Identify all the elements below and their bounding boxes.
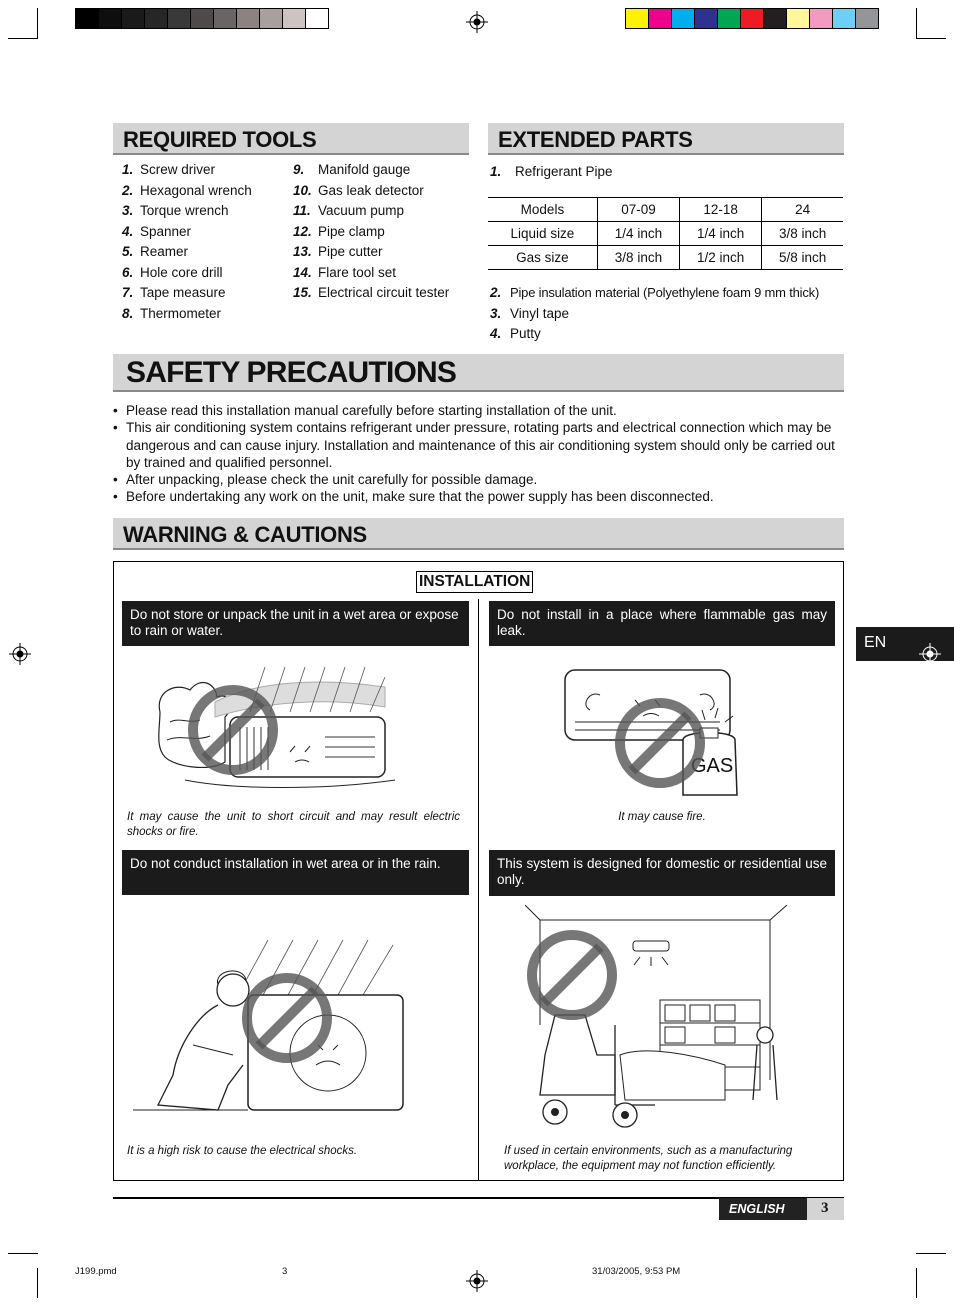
list-item: • Please read this installation manual carefully before starting installation of the unit. [113,402,845,419]
color-swatch [694,8,718,29]
safety-header [113,354,844,392]
color-swatch [625,8,649,29]
table-row: Liquid size 1/4 inch 1/4 inch 3/8 inch [488,222,843,246]
list-item: 4. Spanner [122,223,192,239]
list-item: 8. Thermometer [122,305,222,321]
color-swatch [740,8,764,29]
color-swatch [786,8,810,29]
warning-box: Do not store or unpack the unit in a wet area or expose to rain or water. [122,601,469,646]
gas-label: GAS [691,755,734,777]
extended-items [490,283,819,345]
required-tools-header [113,123,469,155]
required-tools-title: REQUIRED TOOLS [123,127,317,152]
column-divider [478,599,479,1181]
color-swatch [190,8,214,29]
list-item: 9. Manifold gauge [293,162,411,177]
warnings-title: WARNING & CAUTIONS [123,522,367,547]
color-swatch [809,8,833,29]
list-item: 7. Tape measure [122,285,226,300]
prohibition-icon [610,693,710,793]
extended-item-1: 1. Refrigerant Pipe [490,164,613,179]
caption: It may cause fire. [618,811,706,823]
safety-bullets [113,402,845,506]
color-swatch [213,8,237,29]
tools-list-right [293,160,449,304]
color-swatch [832,8,856,29]
prohibition-icon [522,925,622,1025]
list-item: 13. Pipe cutter [293,244,383,259]
list-item: 12. Pipe clamp [293,223,385,239]
list-item: 3. Vinyl tape [490,305,570,321]
list-item: • This air conditioning system contains refrigerant under pressure, rotating parts and electrical connection which may be dangerous and can cause injury. Installation and maintenance of this air conditioning system should only be carried out by trained and qualified personnel. [113,419,845,471]
registration-mark-icon [9,643,31,665]
prohibition-icon [183,680,283,780]
color-swatch [75,8,99,29]
color-swatch [167,8,191,29]
color-swatch [305,8,329,29]
tools-list-left [122,160,252,324]
warning-box: Do not install in a place where flammable gas may leak. [489,601,835,646]
color-swatch [763,8,787,29]
caption: If used in certain environments, such as a manufacturing workplace, the equipment may not function efficiently. [504,1145,793,1172]
list-item: 14. Flare tool set [293,264,397,280]
list-item: • After unpacking, please check the unit carefully for possible damage. [113,471,845,488]
side-tab-label: EN [864,634,887,651]
color-swatch [717,8,741,29]
page-number-badge: 3 [807,1198,844,1220]
list-item: 11. Vacuum pump [293,203,405,218]
color-swatch [144,8,168,29]
warnings-header [113,518,844,550]
list-item: • Before undertaking any work on the unit, make sure that the power supply has been disconnected. [113,488,845,505]
safety-title: SAFETY PRECAUTIONS [126,356,457,389]
list-item: 4. Putty [490,326,541,341]
registration-mark-icon [466,11,488,33]
list-item: 2. Hexagonal wrench [122,182,252,198]
warning-box: This system is designed for domestic or residential use only. [489,850,835,896]
caption: It is a high risk to cause the electrical shocks. [127,1145,358,1157]
warning-box: Do not conduct installation in wet area or in the rain. [122,850,469,895]
registration-mark-icon [466,1270,488,1292]
color-swatch [121,8,145,29]
extended-parts-title: EXTENDED PARTS [498,127,693,152]
caption: It may cause the unit to short circuit and may result electric shocks or fire. [127,811,460,838]
footer-language-badge: ENGLISH [719,1198,807,1220]
slug-page: 3 [282,1266,288,1277]
registration-mark-icon [919,643,941,665]
list-item: 3. Torque wrench [122,203,229,218]
color-swatch [259,8,283,29]
table-row: Models 07-09 12-18 24 [488,198,843,222]
color-swatch [855,8,879,29]
color-swatch [671,8,695,29]
prohibition-icon [237,968,337,1068]
color-swatch [98,8,122,29]
extended-parts-header [488,123,844,155]
slug-filename: J199.pmd [75,1266,117,1277]
list-item: 1. Screw driver [122,162,216,177]
slug-timestamp: 31/03/2005, 9:53 PM [592,1266,681,1277]
installation-label: INSTALLATION [416,571,533,593]
list-item: 15. Electrical circuit tester [293,285,450,300]
list-item: 6. Hole core drill [122,264,223,280]
color-swatch [236,8,260,29]
color-swatch [282,8,306,29]
color-swatch [648,8,672,29]
pipe-size-table [488,197,843,270]
table-row: Gas size 3/8 inch 1/2 inch 5/8 inch [488,246,843,270]
list-item: 10. Gas leak detector [293,182,424,198]
list-item: 5. Reamer [122,244,189,259]
list-item: 2. Pipe insulation material (Polyethylene foam 9 mm thick) [490,285,820,300]
